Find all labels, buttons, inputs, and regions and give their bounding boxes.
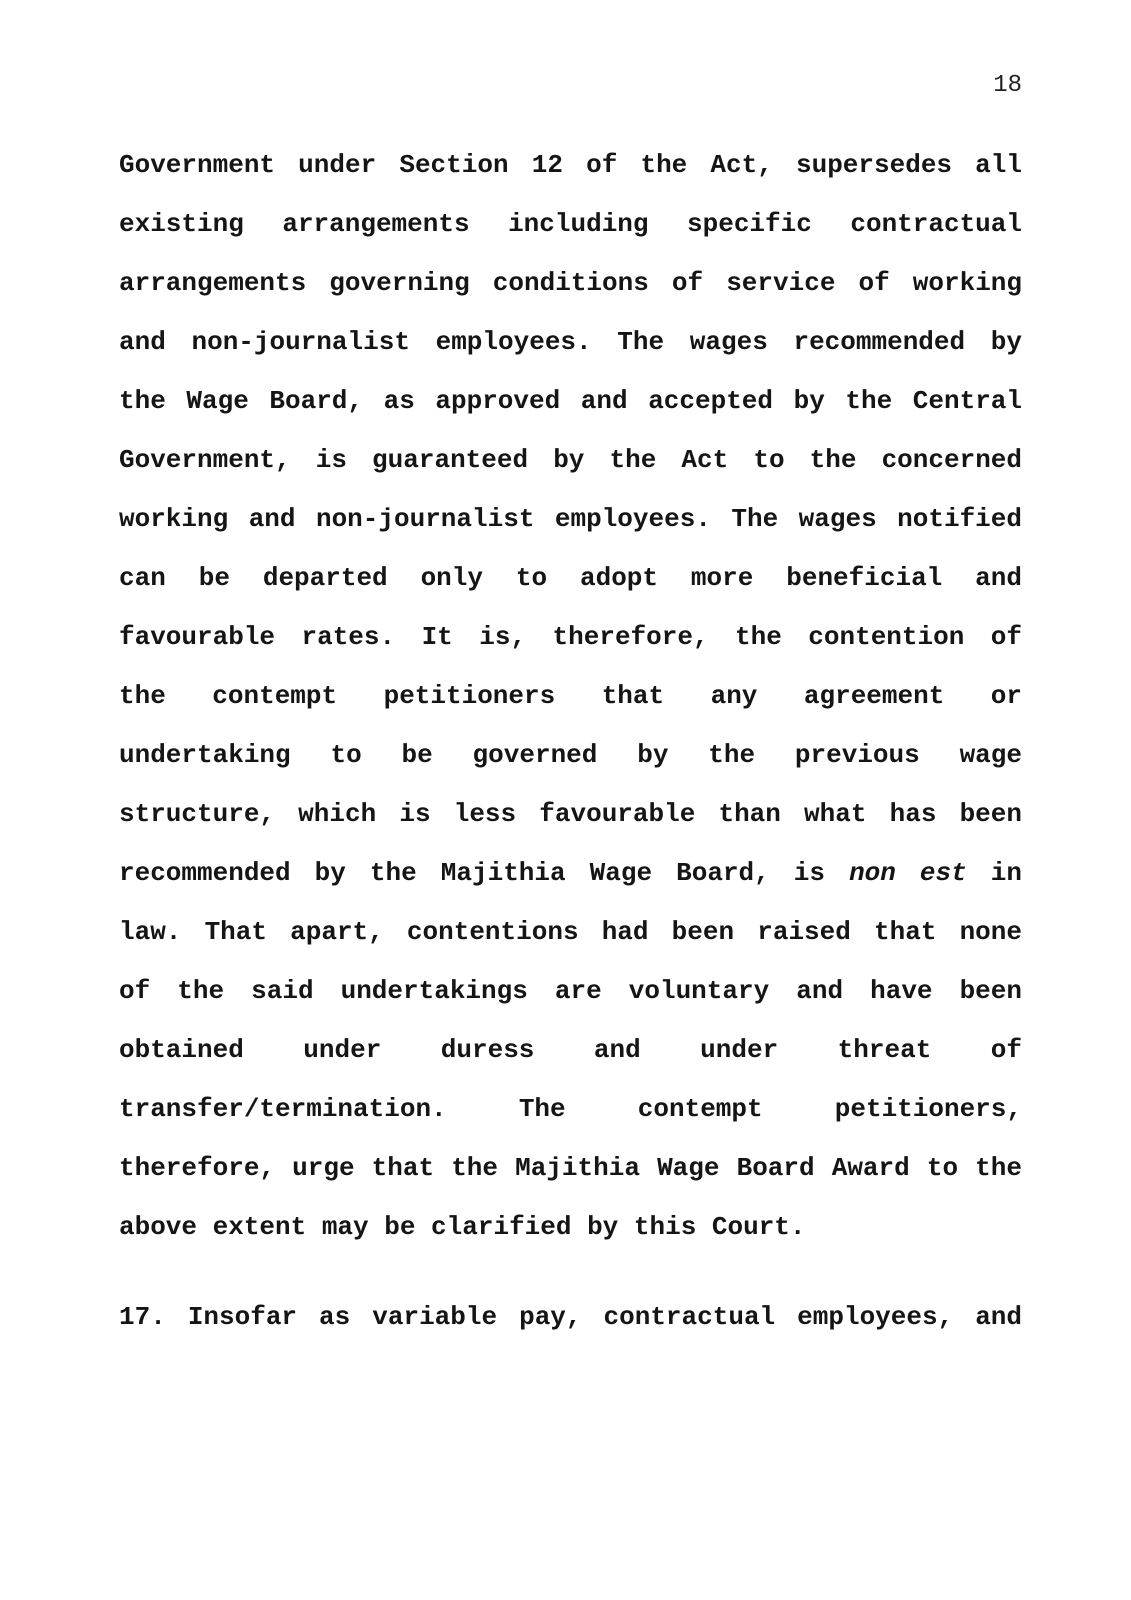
text-line-last: above extent may be clarified by this Court. bbox=[119, 1212, 806, 1242]
text-line: structure, which is less favourable than what has been bbox=[119, 799, 1022, 829]
text-line: obtained under duress and under threat of bbox=[119, 1035, 1022, 1065]
text-line-with-italic bbox=[119, 844, 1022, 903]
text-line: the Wage Board, as approved and accepted by the Central bbox=[119, 386, 1022, 416]
text-line: existing arrangements including specific contractual bbox=[119, 209, 1022, 239]
text-segment: in bbox=[966, 858, 1022, 888]
text-line: favourable rates. It is, therefore, the contention of bbox=[119, 622, 1022, 652]
text-line: therefore, urge that the Majithia Wage Board Award to the bbox=[119, 1153, 1022, 1183]
paragraph-body bbox=[119, 136, 1022, 1257]
text-line: law. That apart, contentions had been raised that none bbox=[119, 917, 1022, 947]
text-line: Government under Section 12 of the Act, supersedes all bbox=[119, 150, 1022, 180]
text-line: of the said undertakings are voluntary and have been bbox=[119, 976, 1022, 1006]
paragraph-17 bbox=[119, 1288, 1022, 1347]
text-line: transfer/termination. The contempt petitioners, bbox=[119, 1094, 1022, 1124]
italic-latin-phrase: non est bbox=[849, 858, 967, 888]
text-line: 17. Insofar as variable pay, contractual employees, and bbox=[119, 1302, 1022, 1332]
text-line: the contempt petitioners that any agreement or bbox=[119, 681, 1022, 711]
text-line: Government, is guaranteed by the Act to the concerned bbox=[119, 445, 1022, 475]
text-line: working and non-journalist employees. The wages notified bbox=[119, 504, 1022, 534]
text-line: and non-journalist employees. The wages recommended by bbox=[119, 327, 1022, 357]
page-number: 18 bbox=[993, 72, 1022, 99]
text-line: arrangements governing conditions of service of working bbox=[119, 268, 1022, 298]
text-line: undertaking to be governed by the previous wage bbox=[119, 740, 1022, 770]
text-segment: recommended by the Majithia Wage Board, is bbox=[119, 858, 850, 888]
text-line: can be departed only to adopt more beneficial and bbox=[119, 563, 1022, 593]
